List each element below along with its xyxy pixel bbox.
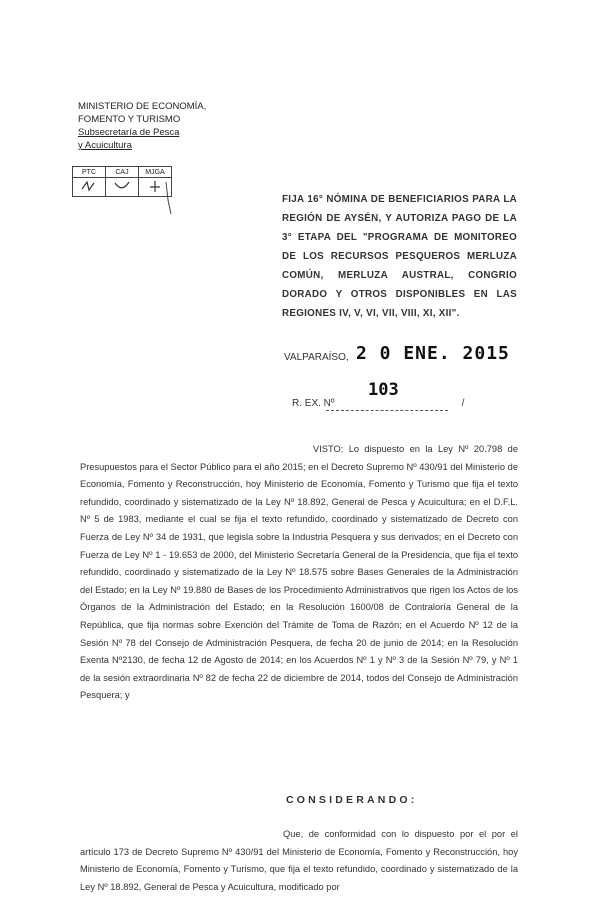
place-label: VALPARAÍSO, — [284, 352, 349, 363]
rex-suffix: / — [461, 398, 465, 409]
ministry-header — [78, 100, 206, 152]
considerando-heading: CONSIDERANDO: — [286, 794, 418, 806]
visto-text: Lo dispuesto en la Ley Nº 20.798 de Presupuestos para el Sector Público para el año 2015; en el Decreto Supremo Nº 430/91 del Ministerio de Economía, Fomento y Reconstrucción, hoy Ministerio de Economía, Fomento y Turismo que fija el texto refundido, coordinado y sistematizado de la Ley Nº 18.892, General de Pesca y Acuicultura; en el D.F.L. Nº 5 de 1983, mediante el cual se fija el texto refundido, coordinado y sistematizado de Decreto con Fuerza de Ley Nº 34 de 1931, que legisla sobre la Industria Pesquera y sus derivados; en el Decreto con Fuerza de Ley Nº 1 - 19.653 de 2000, del Ministerio Secretaría General de la Presidencia, que fija el texto refundido, coordinado y sistematizado de la Ley Nº 18.575 sobre Bases Generales de la Administración del Estado; en la Ley Nº 19.880 de Bases de los Procedimiento Administrativos que rigen los Actos de los Órganos de la Administración del Estado; en la Resolución 1600/08 de Contraloría General de la República, que fija normas sobre Exención del Trámite de Toma de Razón; en el Acuerdo Nº 12 de la Sesión Nº 78 del Consejo de Administración Pesquera, de fecha 20 de junio de 2014; en la Resolución Exenta Nº2130, de fecha 12 de Agosto de 2014; en los Acuerdos Nº 1 y Nº 3 de la Sesión Nº 79, y Nº 1 de la sesión extraordinaria Nº 82 de fecha 22 de diciembre de 2014, todos del Consejo de Administración Pesquera; y — [80, 444, 518, 701]
initial-mark-icon — [79, 179, 99, 193]
resolution-title: FIJA 16° NÓMINA DE BENEFICIARIOS PARA LA REGIÓN DE AYSÉN, Y AUTORIZA PAGO DE LA 3° ETAPA DEL "PROGRAMA DE MONITOREO DE LOS RECURSOS PESQUEROS MERLUZA COMÚN, MERLUZA AUSTRAL, CONGRIO DORADO Y OTROS DISPONIBLES EN LAS REGIONES IV, V, VI, VII, VIII, XI, XII". — [282, 194, 517, 319]
visa-col-1: PTC — [73, 167, 106, 178]
rex-label: R. EX. Nº — [292, 398, 335, 409]
visa-signature-1 — [73, 178, 106, 197]
header-line-2: FOMENTO Y TURISMO — [78, 114, 181, 125]
initial-mark-icon — [112, 179, 132, 193]
visa-col-3: MJGA — [139, 167, 172, 178]
header-line-3: Subsecretaría de Pesca — [78, 127, 180, 138]
initial-mark-icon — [145, 179, 165, 193]
date-stamp: 2 0 ENE. 2015 — [356, 343, 510, 364]
resolution-number: 103 — [368, 380, 399, 400]
header-line-1: MINISTERIO DE ECONOMÍA, — [78, 101, 207, 112]
visa-signature-2 — [106, 178, 139, 197]
visa-col-2: CAJ — [106, 167, 139, 178]
considerando-text: Que, de conformidad con lo dispuesto por el por el artículo 173 de Decreto Supremo Nº 430/91 del Ministerio de Economía, Fomento y Reconstrucción, hoy Ministerio de Economía, Fomento y Turismo, que fija el texto refundido, coordinado y sistematizado de la Ley Nº 18.892, General de Pesca y Acuicultura, modificado por — [80, 829, 518, 892]
rex-number-line — [326, 410, 448, 411]
considerando-paragraph — [80, 826, 518, 896]
header-line-4: y Acuicultura — [78, 140, 132, 151]
visto-lead: VISTO: — [313, 444, 344, 454]
margin-stroke-icon — [164, 180, 174, 216]
visto-paragraph — [80, 441, 518, 705]
visa-box — [72, 166, 172, 197]
resolution-label — [292, 398, 464, 409]
